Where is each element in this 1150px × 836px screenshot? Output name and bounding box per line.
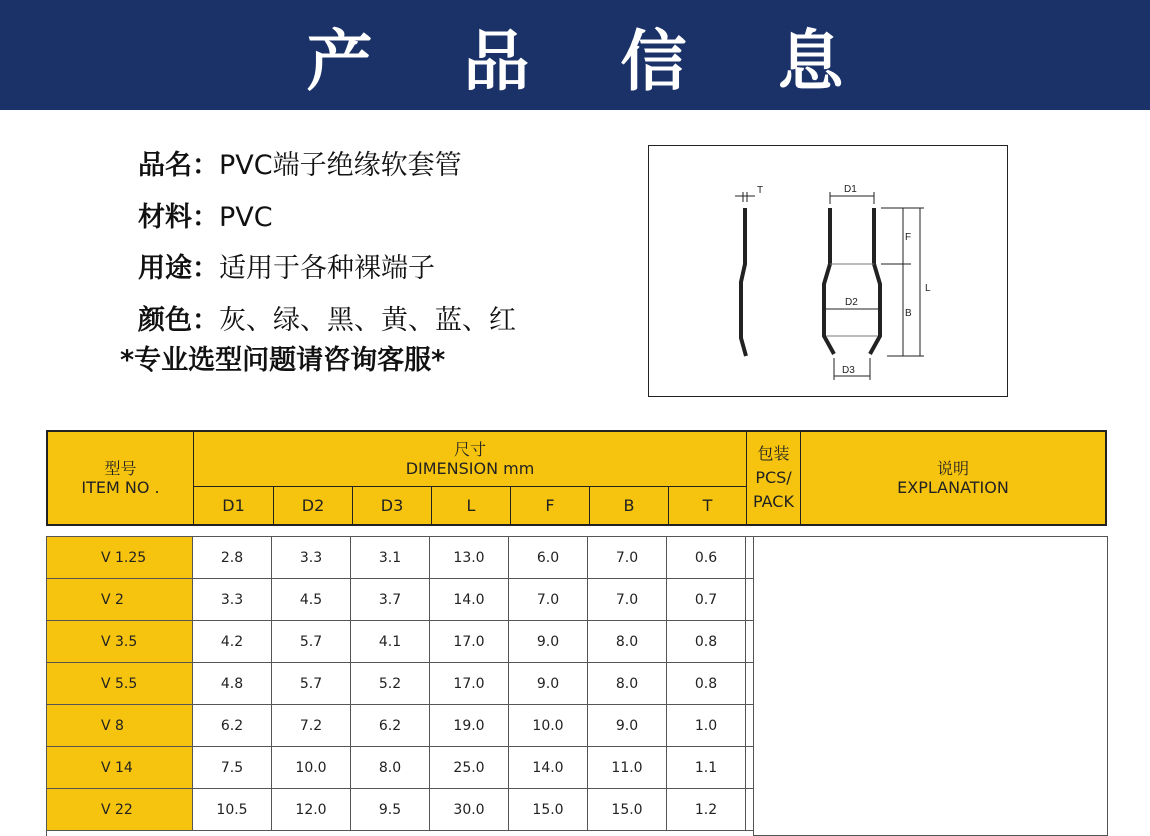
cell-d3: 9.5 <box>351 789 430 831</box>
cell-f: 9.0 <box>509 621 588 663</box>
header-pack-cn: 包装 <box>757 444 790 463</box>
cell-model: V 22 <box>47 789 193 831</box>
title-banner <box>0 0 1150 110</box>
cell-model: V 3.5 <box>47 621 193 663</box>
cell-d1: 3.3 <box>193 579 272 621</box>
header-explain-en: EXPLANATION <box>897 478 1009 497</box>
info-label: 品名： <box>138 150 219 181</box>
cell-t: 1.1 <box>667 747 746 789</box>
cell-t: 1.2 <box>667 789 746 831</box>
cell-t: 0.6 <box>667 537 746 579</box>
sleeve-left-wall <box>824 208 834 354</box>
info-value: 适用于各种裸端子 <box>219 253 435 284</box>
header-dimension-en: DIMENSION mm <box>405 459 535 478</box>
info-value: PVC端子绝缘软套管 <box>219 150 462 181</box>
cell-b: 11.0 <box>588 747 667 789</box>
table-row <box>47 663 801 705</box>
cell-model: V 5.5 <box>47 663 193 705</box>
cell-b: 8.0 <box>588 663 667 705</box>
header-col-f: F <box>545 496 555 515</box>
cell-model: V 2 <box>47 579 193 621</box>
label-d3: D3 <box>842 365 855 376</box>
label-d2: D2 <box>845 297 858 308</box>
header-model-en: ITEM NO . <box>81 478 160 497</box>
cell-d2: 3.3 <box>272 537 351 579</box>
info-label: 颜色： <box>138 304 219 336</box>
cell-d1: 7.5 <box>193 747 272 789</box>
product-info <box>138 140 516 346</box>
cell-d3: 8.0 <box>351 747 430 789</box>
label-l: L <box>925 283 931 294</box>
label-t: T <box>757 185 764 196</box>
info-row-material <box>138 192 516 244</box>
header-explanation <box>801 432 1105 524</box>
dimension-diagram <box>648 145 1008 397</box>
cell-f: 14.0 <box>509 747 588 789</box>
cell-d1: 4.2 <box>193 621 272 663</box>
info-label: 材料： <box>138 201 219 233</box>
banner-title: 产 品 信 息 <box>306 22 878 100</box>
header-col-d3: D3 <box>380 496 404 515</box>
header-pack-en2: PACK <box>753 492 794 511</box>
header-col-d2: D2 <box>301 496 325 515</box>
cell-d3: 5.2 <box>351 663 430 705</box>
table-header <box>46 430 1107 526</box>
table-row <box>47 579 801 621</box>
label-d1: D1 <box>844 184 857 195</box>
cell-b: 15.0 <box>588 789 667 831</box>
cell-l: 14.0 <box>430 579 509 621</box>
cell-model: V 14 <box>47 747 193 789</box>
header-col-d1: D1 <box>222 496 245 515</box>
header-col-t: T <box>702 496 713 515</box>
cell-model: V 8 <box>47 705 193 747</box>
consult-note: *专业选型问题请咨询客服* <box>120 345 446 376</box>
sleeve-drawing <box>649 146 1009 398</box>
cell-l: 13.0 <box>430 537 509 579</box>
cell-f: 10.0 <box>509 705 588 747</box>
cell-l: 17.0 <box>430 621 509 663</box>
table-row <box>47 705 801 747</box>
cell-d3: 6.2 <box>351 705 430 747</box>
cell-d1: 4.8 <box>193 663 272 705</box>
cell-model: V 1.25 <box>47 537 193 579</box>
cell-d2: 5.7 <box>272 621 351 663</box>
cell-t: 0.8 <box>667 621 746 663</box>
info-value: PVC <box>219 201 273 233</box>
cell-d2: 7.2 <box>272 705 351 747</box>
header-model <box>48 432 193 524</box>
header-explain-cn: 说明 <box>936 459 969 478</box>
header-model-cn: 型号 <box>104 459 137 478</box>
cell-d2: 5.7 <box>272 663 351 705</box>
cell-b: 7.0 <box>588 579 667 621</box>
cell-d1: 6.2 <box>193 705 272 747</box>
cell-d2: 12.0 <box>272 789 351 831</box>
cell-b: 9.0 <box>588 705 667 747</box>
explanation-column <box>753 536 1108 836</box>
header-dimension <box>194 432 746 486</box>
cell-t: 0.7 <box>667 579 746 621</box>
cell-d1: 2.8 <box>193 537 272 579</box>
header-pack <box>747 432 800 524</box>
cell-l: 30.0 <box>430 789 509 831</box>
table-row <box>47 789 801 831</box>
table-row <box>47 537 801 579</box>
sleeve-right-wall <box>870 208 880 354</box>
cell-d1: 10.5 <box>193 789 272 831</box>
side-profile <box>741 208 746 356</box>
cell-b: 8.0 <box>588 621 667 663</box>
cell-d3: 4.1 <box>351 621 430 663</box>
cell-f: 9.0 <box>509 663 588 705</box>
cell-d3: 3.7 <box>351 579 430 621</box>
label-b: B <box>905 308 912 319</box>
header-dimension-cn: 尺寸 <box>453 440 486 459</box>
header-pack-en1: PCS/ <box>755 468 792 487</box>
cell-f: 6.0 <box>509 537 588 579</box>
info-row-name <box>138 140 516 192</box>
cell-f: 7.0 <box>509 579 588 621</box>
info-label: 用途： <box>138 253 219 284</box>
cell-l: 25.0 <box>430 747 509 789</box>
label-f: F <box>905 232 912 243</box>
cell-b: 7.0 <box>588 537 667 579</box>
cell-l: 19.0 <box>430 705 509 747</box>
info-value: 灰、绿、黑、黄、蓝、红 <box>219 304 516 336</box>
cell-l: 17.0 <box>430 663 509 705</box>
table-row <box>47 621 801 663</box>
header-col-l: L <box>466 496 476 515</box>
cell-t: 0.8 <box>667 663 746 705</box>
cell-d2: 4.5 <box>272 579 351 621</box>
cell-d3: 3.1 <box>351 537 430 579</box>
table-row <box>47 747 801 789</box>
info-row-usage <box>138 243 516 295</box>
cell-d2: 10.0 <box>272 747 351 789</box>
cell-f: 15.0 <box>509 789 588 831</box>
header-col-b: B <box>623 496 635 515</box>
cell-t: 1.0 <box>667 705 746 747</box>
